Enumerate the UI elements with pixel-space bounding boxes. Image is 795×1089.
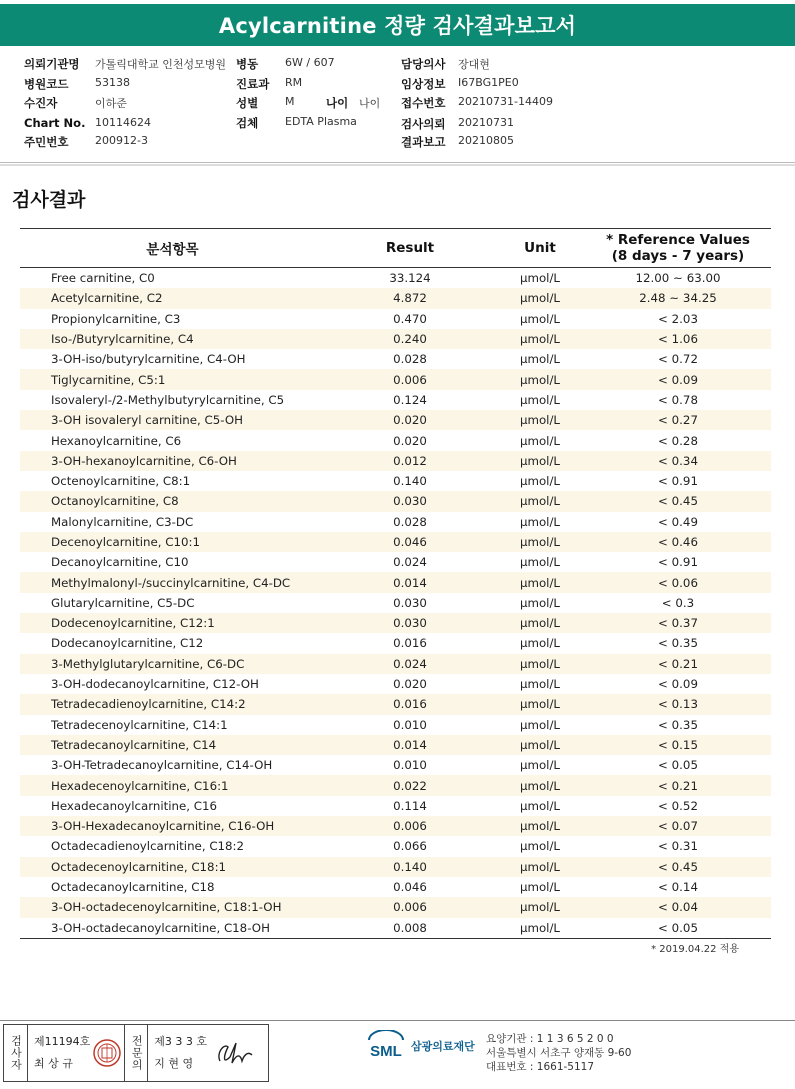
examiner-block xyxy=(28,1025,90,1081)
analyte-name: 3-OH-octadecenoylcarnitine, C18:1-OH xyxy=(51,900,282,915)
unit-value: μmol/L xyxy=(519,474,561,489)
doctor-signature xyxy=(207,1025,263,1081)
clinical-info-value: I67BG1PE0 xyxy=(458,76,519,89)
specimen-label: 검체 xyxy=(236,116,259,130)
department-value: RM xyxy=(285,76,303,89)
hospital-code-value: 53138 xyxy=(95,76,130,89)
institution-label: 의뢰기관명 xyxy=(24,57,80,71)
result-value: 0.140 xyxy=(393,859,427,874)
table-row xyxy=(20,329,771,349)
unit-value: μmol/L xyxy=(519,636,561,651)
result-value: 0.030 xyxy=(393,616,427,631)
result-value: 0.024 xyxy=(393,656,427,671)
age-label: 나이 xyxy=(326,96,349,110)
analyte-name: Dodecenoylcarnitine, C12:1 xyxy=(51,616,215,631)
reference-value: < 0.37 xyxy=(658,616,698,631)
analyte-name: Glutarylcarnitine, C5-DC xyxy=(51,595,195,610)
analyte-name: Octenoylcarnitine, C8:1 xyxy=(51,474,191,489)
id-no-label: 주민번호 xyxy=(24,135,69,149)
sex-label: 성별 xyxy=(236,96,259,110)
result-value: 0.470 xyxy=(393,311,427,326)
reference-value: < 0.45 xyxy=(658,859,698,874)
organization-info xyxy=(486,1032,631,1074)
results-section-title: 검사결과 xyxy=(12,189,86,211)
unit-value: μmol/L xyxy=(519,291,561,306)
reference-value: < 0.07 xyxy=(658,819,698,834)
request-value: 20210731 xyxy=(458,116,514,129)
request-label: 검사의뢰 xyxy=(401,117,446,131)
analyte-name: Isovaleryl-/2-Methylbutyrylcarnitine, C5 xyxy=(51,392,285,407)
table-row xyxy=(20,268,771,288)
result-value: 0.114 xyxy=(393,798,427,813)
department-label: 진료과 xyxy=(236,77,270,91)
result-value: 4.872 xyxy=(393,291,427,306)
reference-value: < 0.05 xyxy=(658,758,698,773)
table-row xyxy=(20,552,771,572)
table-row xyxy=(20,471,771,491)
analyte-name: Octadecenoylcarnitine, C18:1 xyxy=(51,859,227,874)
reference-value: < 1.06 xyxy=(658,332,698,347)
unit-value: μmol/L xyxy=(519,819,561,834)
hospital-code-label: 병원코드 xyxy=(24,77,69,91)
analyte-name: 3-OH-octadecanoylcarnitine, C18-OH xyxy=(51,920,270,935)
result-value: 0.006 xyxy=(393,819,427,834)
analyte-name: Hexadecanoylcarnitine, C16 xyxy=(51,798,218,813)
analyte-name: 3-OH-Hexadecanoylcarnitine, C16-OH xyxy=(51,819,275,834)
reference-value: 12.00 ~ 63.00 xyxy=(635,271,721,286)
reference-value: < 0.13 xyxy=(658,697,698,712)
table-row xyxy=(20,674,771,694)
analyte-name: Tetradecanoylcarnitine, C14 xyxy=(51,737,217,752)
result-value: 0.022 xyxy=(393,778,427,793)
table-row xyxy=(20,816,771,836)
reference-value: < 0.34 xyxy=(658,453,698,468)
analyte-name: Propionylcarnitine, C3 xyxy=(51,311,181,326)
analyte-name: Methylmalonyl-/succinylcarnitine, C4-DC xyxy=(51,575,291,590)
table-row xyxy=(20,918,771,938)
analyte-name: Hexanoylcarnitine, C6 xyxy=(51,433,182,448)
unit-value: μmol/L xyxy=(519,859,561,874)
examinee-value: 이하준 xyxy=(95,97,127,110)
analyte-name: Tiglycarnitine, C5:1 xyxy=(51,372,166,387)
examiner-license: 제11194호 xyxy=(34,1035,91,1048)
receipt-no-value: 20210731-14409 xyxy=(458,95,553,108)
doctor-sign-label xyxy=(124,1025,148,1081)
reference-value: < 0.35 xyxy=(658,636,698,651)
reference-footnote: * 2019.04.22 적용 xyxy=(651,944,739,955)
unit-value: μmol/L xyxy=(519,697,561,712)
org-code: 요양기관 : 1 1 3 6 5 2 0 0 xyxy=(486,1033,614,1045)
report-date-value: 20210805 xyxy=(458,134,514,147)
table-row xyxy=(20,735,771,755)
unit-value: μmol/L xyxy=(519,311,561,326)
analyte-name: Malonylcarnitine, C3-DC xyxy=(51,514,194,529)
result-value: 0.046 xyxy=(393,535,427,549)
table-row xyxy=(20,451,771,471)
info-divider xyxy=(0,162,795,166)
analyte-name: Decanoylcarnitine, C10 xyxy=(51,555,189,570)
result-value: 0.030 xyxy=(393,595,427,610)
unit-value: μmol/L xyxy=(519,271,561,286)
result-value: 0.028 xyxy=(393,352,427,367)
reference-value: < 0.3 xyxy=(661,595,695,610)
org-address: 서울특별시 서초구 양재동 9-60 xyxy=(486,1047,632,1059)
analyte-name: Octanoylcarnitine, C8 xyxy=(51,494,179,509)
result-value: 0.012 xyxy=(393,453,427,468)
reference-value: < 0.15 xyxy=(658,737,698,752)
table-row xyxy=(20,613,771,633)
examinee-label: 수진자 xyxy=(24,96,58,110)
unit-value: μmol/L xyxy=(519,737,561,752)
table-row xyxy=(20,694,771,714)
id-no-value: 200912-3 xyxy=(95,134,148,147)
table-row xyxy=(20,491,771,511)
result-value: 0.014 xyxy=(393,575,427,590)
column-header-name: 분석항목 xyxy=(146,242,199,258)
unit-value: μmol/L xyxy=(519,433,561,448)
sml-logo xyxy=(365,1030,475,1062)
reference-value: < 0.09 xyxy=(658,372,698,387)
result-value: 0.140 xyxy=(393,474,427,489)
result-value: 0.014 xyxy=(393,737,427,752)
ward-label: 병동 xyxy=(236,57,259,71)
analyte-name: Tetradecenoylcarnitine, C14:1 xyxy=(51,717,228,732)
table-row xyxy=(20,593,771,613)
reference-value: < 0.46 xyxy=(658,535,698,549)
reference-value: < 0.45 xyxy=(658,494,698,509)
reference-value: < 0.31 xyxy=(658,839,698,854)
reference-value: 2.48 ~ 34.25 xyxy=(639,291,717,306)
reference-value: < 0.91 xyxy=(658,555,698,570)
analyte-name: Tetradecadienoylcarnitine, C14:2 xyxy=(51,697,246,712)
unit-value: μmol/L xyxy=(519,392,561,407)
sml-logo-icon xyxy=(365,1030,407,1062)
unit-value: μmol/L xyxy=(519,677,561,692)
unit-value: μmol/L xyxy=(519,900,561,915)
reference-value: < 2.03 xyxy=(658,311,698,326)
table-row xyxy=(20,715,771,735)
table-bottom-rule xyxy=(20,938,771,939)
table-row xyxy=(20,349,771,369)
analyte-name: Octadecadienoylcarnitine, C18:2 xyxy=(51,839,245,854)
table-row xyxy=(20,633,771,653)
reference-value: < 0.72 xyxy=(658,352,698,367)
table-row xyxy=(20,512,771,532)
result-value: 0.010 xyxy=(393,717,427,732)
result-value: 0.024 xyxy=(393,555,427,570)
reference-value: < 0.14 xyxy=(658,880,698,895)
reference-header-line1: * Reference Values xyxy=(606,232,750,248)
result-value: 0.016 xyxy=(393,697,427,712)
doctor-value: 장대현 xyxy=(458,58,490,71)
analyte-name: Decenoylcarnitine, C10:1 xyxy=(51,535,201,549)
analyte-name: Iso-/Butyrylcarnitine, C4 xyxy=(51,332,194,347)
result-value: 0.240 xyxy=(393,332,427,347)
sex-value: M xyxy=(285,95,295,108)
chart-no-label: Chart No. xyxy=(24,116,86,130)
unit-value: μmol/L xyxy=(519,880,561,895)
table-row xyxy=(20,369,771,389)
examiner-label xyxy=(4,1025,28,1081)
result-value: 0.020 xyxy=(393,677,427,692)
unit-value: μmol/L xyxy=(519,575,561,590)
unit-value: μmol/L xyxy=(519,778,561,793)
org-phone: 대표번호 : 1661-5117 xyxy=(486,1061,595,1073)
column-header-reference xyxy=(585,232,771,264)
table-row xyxy=(20,775,771,795)
result-value: 0.010 xyxy=(393,758,427,773)
reference-value: < 0.06 xyxy=(658,575,698,590)
unit-value: μmol/L xyxy=(519,656,561,671)
analyte-name: 3-OH-hexanoylcarnitine, C6-OH xyxy=(51,453,237,468)
report-title-bar xyxy=(0,4,795,46)
doctor-license: 제3 3 3 호 xyxy=(154,1035,207,1048)
analyte-name: Free carnitine, C0 xyxy=(51,271,155,286)
unit-value: μmol/L xyxy=(519,494,561,509)
institution-value: 가톨릭대학교 인천성모병원 xyxy=(95,58,227,71)
reference-value: < 0.52 xyxy=(658,798,698,813)
reference-value: < 0.21 xyxy=(658,656,698,671)
examiner-seal xyxy=(90,1025,124,1081)
report-date-label: 결과보고 xyxy=(401,135,446,149)
result-value: 0.006 xyxy=(393,900,427,915)
reference-value: < 0.78 xyxy=(658,392,698,407)
result-value: 0.030 xyxy=(393,494,427,509)
analyte-name: 3-OH-iso/butyrylcarnitine, C4-OH xyxy=(51,352,246,367)
unit-value: μmol/L xyxy=(519,839,561,854)
age-value: 나이 xyxy=(359,97,381,110)
table-row xyxy=(20,390,771,410)
doctor-name: 지 현 영 xyxy=(154,1057,194,1070)
analyte-name: 3-OH isovaleryl carnitine, C5-OH xyxy=(51,413,243,428)
logo-abbr: SML xyxy=(370,1043,402,1060)
doctor-sign-block xyxy=(148,1025,207,1081)
table-row xyxy=(20,430,771,450)
unit-value: μmol/L xyxy=(519,332,561,347)
unit-value: μmol/L xyxy=(519,758,561,773)
reference-value: < 0.27 xyxy=(658,413,698,428)
examiner-name: 최 상 규 xyxy=(34,1057,73,1070)
examiner-label-text: 검사자 xyxy=(9,1035,23,1071)
seal-stamp-icon xyxy=(92,1038,122,1068)
unit-value: μmol/L xyxy=(519,453,561,468)
table-body xyxy=(20,268,771,938)
reference-value: < 0.09 xyxy=(658,677,698,692)
ward-value: 6W / 607 xyxy=(285,56,335,69)
analyte-name: Acetylcarnitine, C2 xyxy=(51,291,163,306)
reference-value: < 0.35 xyxy=(658,717,698,732)
signature-box xyxy=(3,1024,269,1082)
clinical-info-label: 임상정보 xyxy=(401,77,446,91)
table-row xyxy=(20,654,771,674)
reference-value: < 0.05 xyxy=(658,920,698,935)
analyte-name: 3-Methylglutarylcarnitine, C6-DC xyxy=(51,656,245,671)
table-row xyxy=(20,877,771,897)
result-value: 0.066 xyxy=(393,839,427,854)
unit-value: μmol/L xyxy=(519,595,561,610)
unit-value: μmol/L xyxy=(519,514,561,529)
reference-value: < 0.04 xyxy=(658,900,698,915)
unit-value: μmol/L xyxy=(519,920,561,935)
analyte-name: Octadecanoylcarnitine, C18 xyxy=(51,880,215,895)
result-value: 0.046 xyxy=(393,880,427,895)
table-header xyxy=(20,228,771,268)
results-table xyxy=(20,228,771,939)
table-row xyxy=(20,857,771,877)
doctor-label: 담당의사 xyxy=(401,57,446,71)
analyte-name: Dodecanoylcarnitine, C12 xyxy=(51,636,204,651)
unit-value: μmol/L xyxy=(519,555,561,570)
logo-name: 삼광의료재단 xyxy=(411,1040,475,1053)
reference-value: < 0.49 xyxy=(658,514,698,529)
column-header-unit: Unit xyxy=(524,240,556,256)
receipt-no-label: 접수번호 xyxy=(401,96,446,110)
column-header-result: Result xyxy=(385,240,435,256)
result-value: 0.028 xyxy=(393,514,427,529)
chart-no-value: 10114624 xyxy=(95,116,151,129)
reference-header-line2: (8 days - 7 years) xyxy=(611,248,745,264)
result-value: 0.020 xyxy=(393,433,427,448)
analyte-name: Hexadecenoylcarnitine, C16:1 xyxy=(51,778,229,793)
table-row xyxy=(20,897,771,917)
specimen-value: EDTA Plasma xyxy=(285,115,357,128)
table-row xyxy=(20,796,771,816)
patient-info xyxy=(24,54,784,154)
result-value: 0.016 xyxy=(393,636,427,651)
unit-value: μmol/L xyxy=(519,616,561,631)
table-row xyxy=(20,532,771,552)
unit-value: μmol/L xyxy=(519,413,561,428)
table-row xyxy=(20,755,771,775)
table-row xyxy=(20,309,771,329)
unit-value: μmol/L xyxy=(519,352,561,367)
doctor-sign-label-text: 전문의 xyxy=(130,1035,144,1071)
unit-value: μmol/L xyxy=(519,372,561,387)
unit-value: μmol/L xyxy=(519,798,561,813)
result-value: 0.008 xyxy=(393,920,427,935)
report-title: Acylcarnitine 정량 검사결과보고서 xyxy=(218,14,577,38)
table-row xyxy=(20,410,771,430)
table-row xyxy=(20,572,771,592)
table-row xyxy=(20,288,771,308)
analyte-name: 3-OH-dodecanoylcarnitine, C12-OH xyxy=(51,677,259,692)
result-value: 33.124 xyxy=(389,271,431,286)
result-value: 0.006 xyxy=(393,372,427,387)
reference-value: < 0.28 xyxy=(658,433,698,448)
unit-value: μmol/L xyxy=(519,535,561,549)
reference-value: < 0.21 xyxy=(658,778,698,793)
table-row xyxy=(20,836,771,856)
footer-divider xyxy=(0,1020,795,1021)
unit-value: μmol/L xyxy=(519,717,561,732)
signature-icon xyxy=(212,1035,258,1071)
analyte-name: 3-OH-Tetradecanoylcarnitine, C14-OH xyxy=(51,758,273,773)
reference-value: < 0.91 xyxy=(658,474,698,489)
result-value: 0.124 xyxy=(393,392,427,407)
result-value: 0.020 xyxy=(393,413,427,428)
